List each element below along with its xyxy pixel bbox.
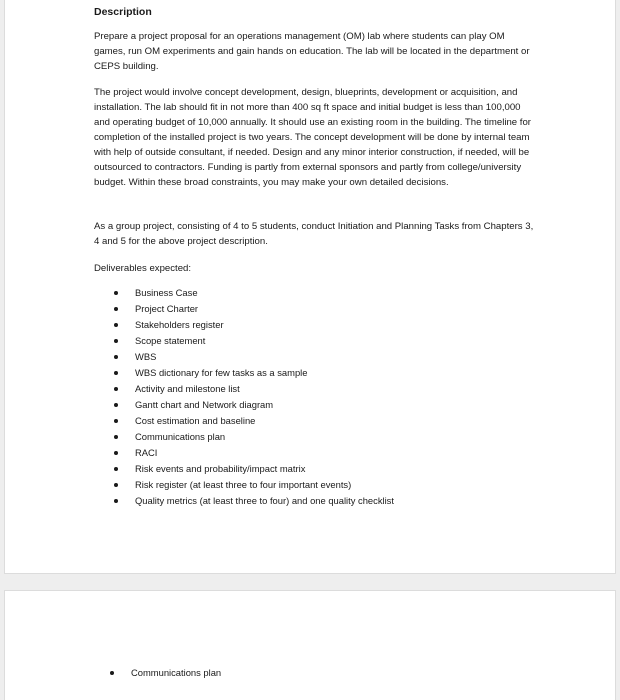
- paragraph-1: Prepare a project proposal for an operations management (OM) lab where students can play OM games, run OM experiments and gain hands on education. The lab will be located in the department or CEPS building.: [94, 31, 530, 72]
- bullet-icon: [114, 323, 118, 327]
- deliverables-label: Deliverables expected:: [94, 263, 192, 274]
- list-item: Scope statement: [110, 333, 550, 349]
- list-item: Gantt chart and Network diagram: [110, 397, 550, 413]
- deliverables-list-wrap: [110, 285, 550, 509]
- list-item: Risk events and probability/impact matrix: [110, 461, 550, 477]
- bullet-icon: [114, 387, 118, 391]
- bullet-icon: [114, 467, 118, 471]
- document-page-1: [4, 0, 616, 574]
- paragraph-intro: [94, 29, 534, 74]
- deliverables-list: [110, 285, 550, 509]
- deliverables-section: [94, 261, 534, 276]
- bullet-icon: [114, 355, 118, 359]
- list-item: WBS dictionary for few tasks as a sample: [110, 365, 550, 381]
- description-heading: Description: [94, 6, 152, 18]
- list-item: Stakeholders register: [110, 317, 550, 333]
- bullet-icon: [114, 339, 118, 343]
- bullet-icon: [114, 307, 118, 311]
- list-item: Project Charter: [110, 301, 550, 317]
- bullet-icon: [110, 671, 114, 675]
- bullet-icon: [114, 419, 118, 423]
- paragraph-details: [94, 85, 534, 190]
- list-item: RACI: [110, 445, 550, 461]
- list-item: Communications plan: [106, 665, 546, 681]
- paragraph-2: The project would involve concept development, design, blueprints, development or acquisition, and installation. The lab should fit in not more than 400 sq ft space and initial budget is less than 100,000 and operating budget of 10,000 annually. It should use an existing room in the building. The timeline for completion of the installed project is two years. The concept development will be done by internal team with help of outside consultant, if needed. Design and any minor interior construction, if needed, will be outsourced to contractors. Funding is partly from external sponsors and partly from college/university budget. Within these broad constraints, you may make your own detailed decisions.: [94, 87, 531, 188]
- description-section: [94, 5, 534, 19]
- list-item: WBS: [110, 349, 550, 365]
- list-item: Communications plan: [110, 429, 550, 445]
- page2-list: [106, 665, 546, 681]
- page2-list-wrap: [106, 665, 546, 681]
- document-page-2: [4, 590, 616, 700]
- paragraph-group: [94, 219, 534, 249]
- list-item: Risk register (at least three to four important events): [110, 477, 550, 493]
- paragraph-3: As a group project, consisting of 4 to 5 students, conduct Initiation and Planning Tasks from Chapters 3, 4 and 5 for the above project description.: [94, 221, 534, 247]
- list-item: Cost estimation and baseline: [110, 413, 550, 429]
- bullet-icon: [114, 499, 118, 503]
- list-item: Business Case: [110, 285, 550, 301]
- bullet-icon: [114, 403, 118, 407]
- list-item: Quality metrics (at least three to four) and one quality checklist: [110, 493, 550, 509]
- bullet-icon: [114, 371, 118, 375]
- bullet-icon: [114, 435, 118, 439]
- bullet-icon: [114, 291, 118, 295]
- bullet-icon: [114, 483, 118, 487]
- list-item: Activity and milestone list: [110, 381, 550, 397]
- bullet-icon: [114, 451, 118, 455]
